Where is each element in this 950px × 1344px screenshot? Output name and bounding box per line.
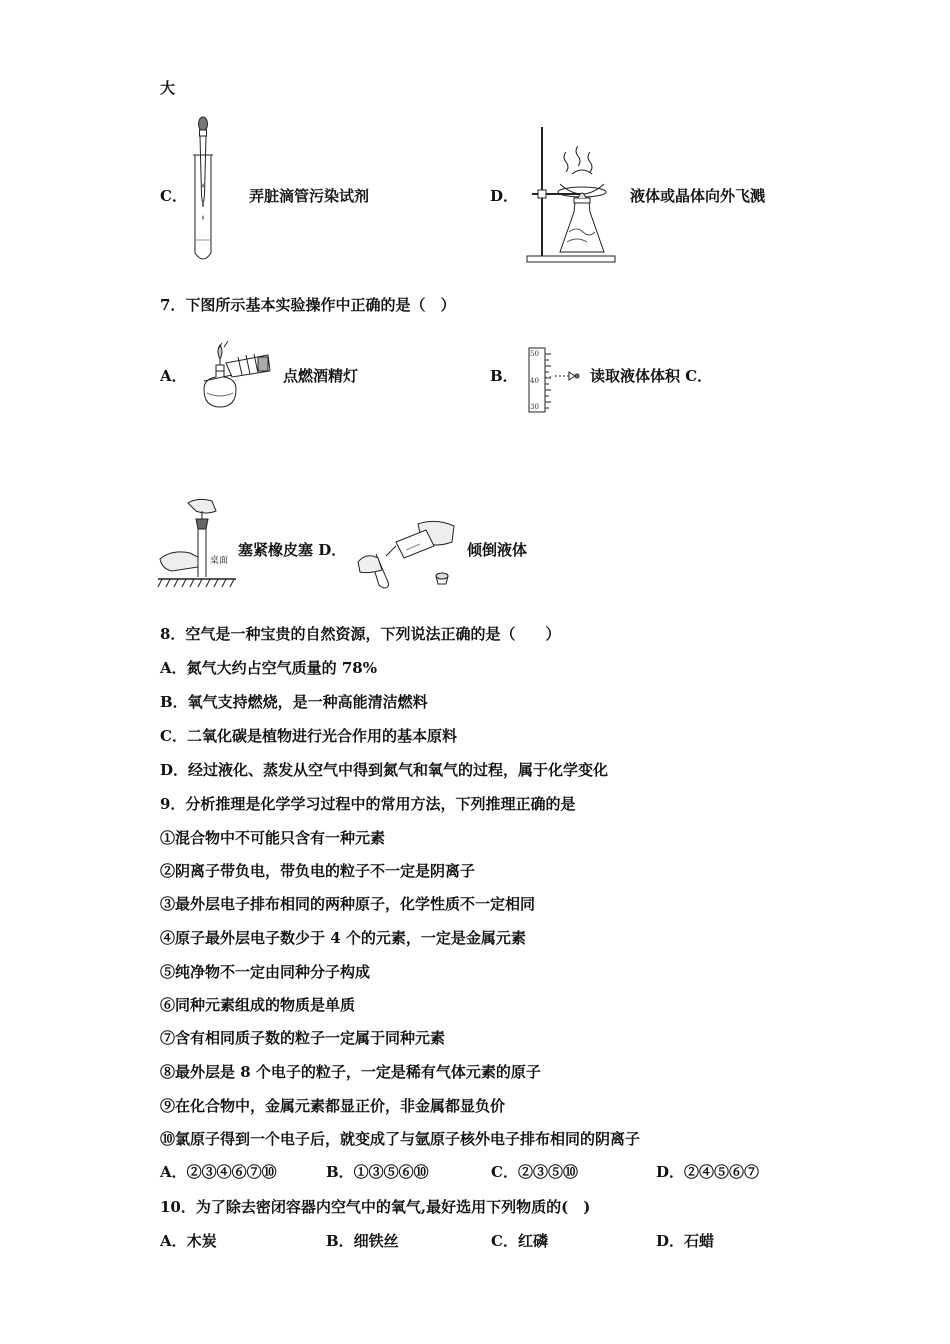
q7-option-a-text: 点燃酒精灯 [283,367,359,385]
q9-statement: ①混合物中不可能只含有一种元素 [160,829,386,847]
q7-stem: 7．下图所示基本实验操作中正确的是（ ） [160,296,456,314]
page-fragment-text: 大 [160,79,176,97]
q7-option-c-text: 塞紧橡皮塞 D． [238,541,347,559]
q7-option-d-text: 倾倒液体 [467,541,528,559]
cylinder-tick-label-mid: 40 [530,377,539,385]
q9-choice-d: D．②④⑤⑥⑦ [656,1163,760,1181]
q10-choice-b: B．细铁丝 [326,1232,399,1250]
pouring-liquid-figure [356,516,460,590]
q10-stem: 10．为了除去密闭容器内空气中的氧气,最好选用下列物质的( ) [160,1198,591,1216]
q9-statement: ⑩氯原子得到一个电子后，就变成了与氩原子核外电子排布相同的阴离子 [160,1130,641,1148]
q10-choice-a: A．木炭 [160,1232,217,1250]
q8-option-d: D．经过液化、蒸发从空气中得到氮气和氧气的过程，属于化学变化 [160,761,609,779]
q9-statement: ④原子最外层电子数少于 4 个的元素，一定是金属元素 [160,929,526,947]
q8-option-c: C．二氧化碳是植物进行光合作用的基本原料 [160,727,457,745]
q6-option-c-letter: C． [160,187,187,205]
q10-choice-d: D．石蜡 [656,1232,715,1250]
q9-statement: ⑥同种元素组成的物质是单质 [160,996,356,1014]
lighting-alcohol-lamp-figure [198,337,278,409]
graduated-cylinder-reading-figure [525,346,585,414]
q8-option-a: A．氮气大约占空气质量的 78% [160,659,377,677]
cylinder-tick-label-bottom: 30 [530,403,539,411]
desk-surface-label: 桌面 [210,556,229,566]
q9-statement: ⑦含有相同质子数的粒子一定属于同种元素 [160,1029,446,1047]
q9-statement: ⑧最外层是 8 个电子的粒子，一定是稀有气体元素的原子 [160,1063,541,1081]
q7-option-b-letter: B． [490,367,518,385]
q9-choice-b: B．①③⑤⑥⑩ [326,1163,429,1181]
q7-option-b-text: 读取液体体积 C． [590,367,713,385]
q7-option-a-letter: A． [160,367,187,385]
q9-statement: ⑨在化合物中，金属元素都显正价，非金属都显负价 [160,1097,506,1115]
q9-statement: ②阴离子带负电，带负电的粒子不一定是阴离子 [160,862,476,880]
q9-statement: ③最外层电子排布相同的两种原子，化学性质不一定相同 [160,895,536,913]
cylinder-tick-label-top: 50 [530,350,539,358]
dropper-in-test-tube-figure [188,115,220,265]
q6-option-c-text: 弄脏滴管污染试剂 [249,187,370,205]
q6-option-d-text: 液体或晶体向外飞溅 [630,187,766,205]
q9-stem: 9．分析推理是化学学习过程中的常用方法，下列推理正确的是 [160,795,576,813]
q10-choice-c: C．红磷 [491,1232,548,1250]
q8-stem: 8．空气是一种宝贵的自然资源，下列说法正确的是（ ） [160,625,561,643]
evaporation-apparatus-figure [522,122,617,264]
q9-choice-a: A．②③④⑥⑦⑩ [160,1163,277,1181]
inserting-rubber-stopper-figure [158,497,236,591]
q8-option-b: B．氧气支持燃烧，是一种高能清洁燃料 [160,693,428,711]
q6-option-d-letter: D． [490,187,519,205]
q9-choice-c: C．②③⑤⑩ [491,1163,578,1181]
q9-statement: ⑤纯净物不一定由同种分子构成 [160,963,371,981]
